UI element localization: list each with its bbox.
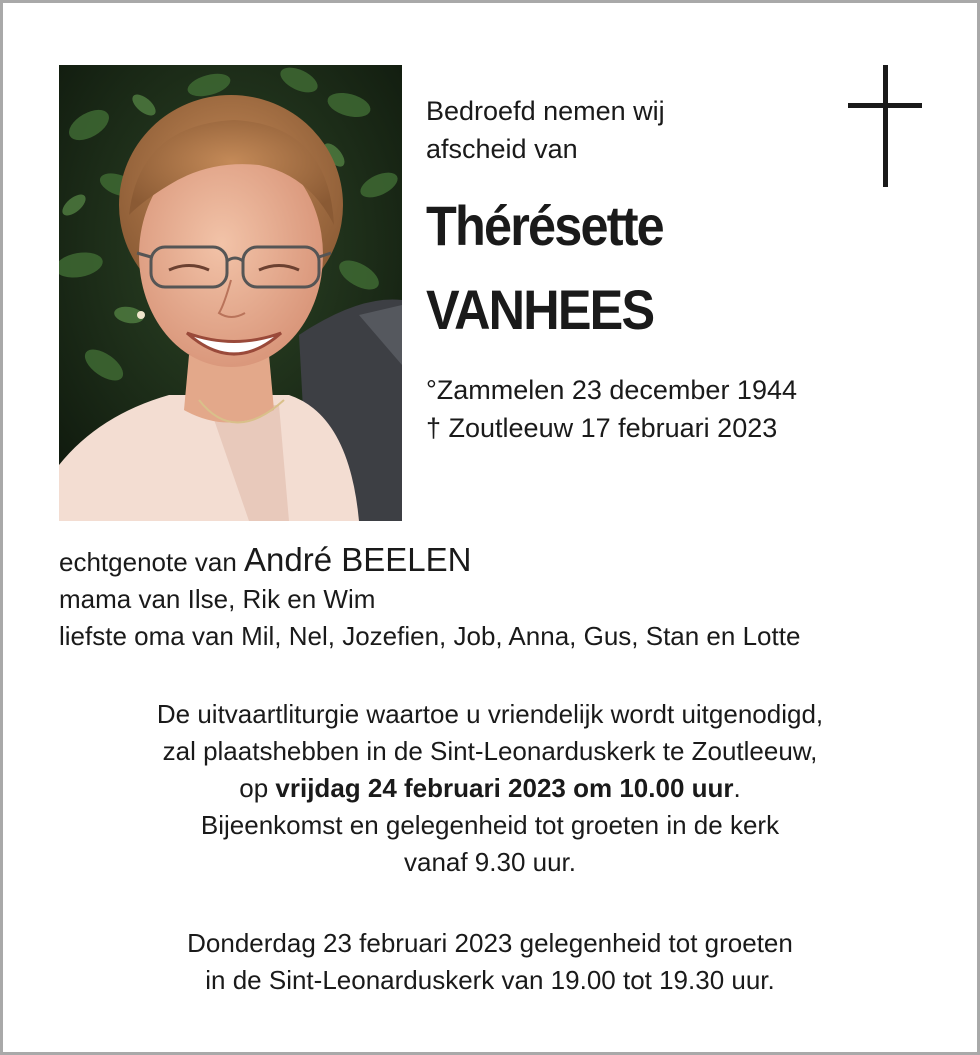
funeral-line-3	[40, 770, 940, 807]
funeral-date-suffix: .	[733, 773, 741, 803]
grandchildren-line: liefste oma van Mil, Nel, Jozefien, Job, Anna, Gus, Stan en Lotte	[59, 621, 801, 651]
visitation-line-2: in de Sint-Leonarduskerk van 19.00 tot 19.30 uur.	[205, 965, 775, 995]
intro-text	[426, 92, 665, 168]
spouse-line	[59, 541, 800, 581]
funeral-date-prefix: op	[239, 773, 276, 803]
birth-date: °Zammelen 23 december 1944	[426, 375, 797, 405]
spouse-name: André BEELEN	[244, 541, 472, 578]
deceased-last-name: VANHEES	[426, 278, 654, 341]
visitation-line-1: Donderdag 23 februari 2023 gelegenheid tot groeten	[187, 928, 793, 958]
intro-line-1: Bedroefd nemen wij	[426, 96, 665, 126]
portrait-photo	[59, 65, 402, 521]
family-section	[59, 541, 800, 655]
deceased-name	[426, 184, 663, 352]
funeral-line-2: zal plaatshebben in de Sint-Leonarduskerk te Zoutleeuw,	[162, 736, 818, 766]
visitation-announcement	[40, 925, 940, 999]
funeral-line-4: Bijeenkomst en gelegenheid tot groeten in de kerk	[200, 810, 780, 840]
death-date: † Zoutleeuw 17 februari 2023	[426, 413, 778, 443]
cross-icon	[848, 65, 922, 187]
funeral-line-5: vanaf 9.30 uur.	[403, 847, 577, 877]
funeral-line-1: De uitvaartliturgie waartoe u vriendelijk wordt uitgenodigd,	[156, 699, 824, 729]
funeral-date-time: vrijdag 24 februari 2023 om 10.00 uur	[275, 773, 734, 803]
intro-line-2: afscheid van	[426, 134, 578, 164]
life-dates	[426, 371, 797, 447]
funeral-announcement	[40, 696, 940, 881]
children-line: mama van Ilse, Rik en Wim	[59, 584, 376, 614]
deceased-first-name: Thérésette	[426, 194, 663, 257]
spouse-prefix: echtgenote van	[59, 547, 245, 577]
